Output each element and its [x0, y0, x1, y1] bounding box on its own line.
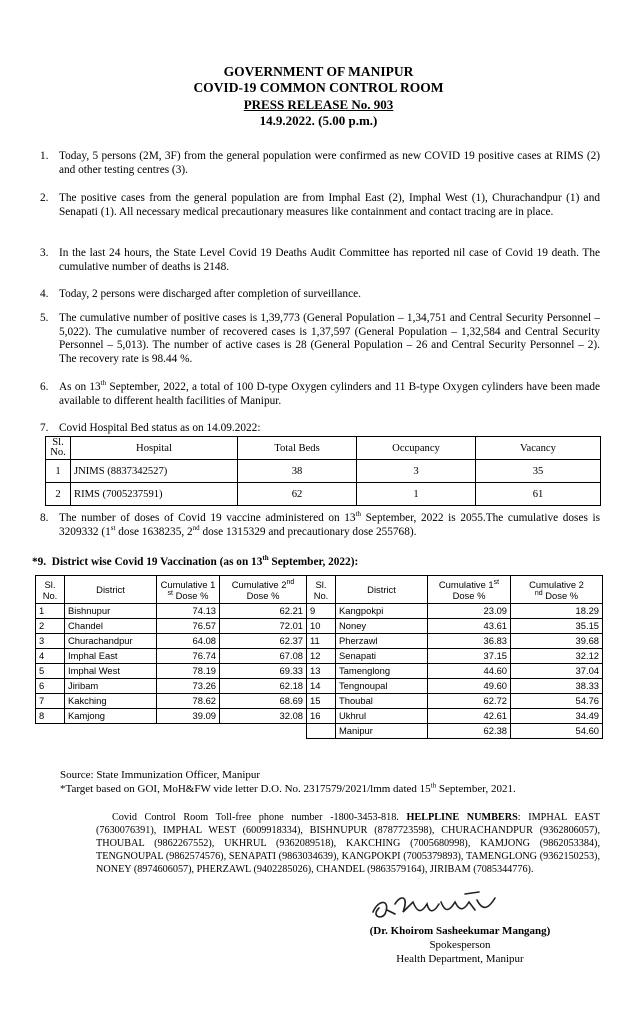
cell: Kakching — [65, 694, 157, 709]
cell: 32.12 — [511, 649, 603, 664]
cell: JNIMS (8837342527) — [71, 460, 238, 483]
cell: 1 — [357, 483, 476, 506]
cell: 8 — [36, 709, 65, 724]
column-header: Cumulative 1 $^{st}$ Dose % — [157, 576, 220, 604]
column-header: Cumulative 1st Dose % — [428, 576, 511, 604]
cell: 74.13 — [157, 604, 220, 619]
point-6 — [40, 381, 600, 408]
hospital-bed-table — [45, 436, 601, 506]
cell: 12 — [307, 649, 336, 664]
cell: 62.37 — [220, 634, 307, 649]
cell: 44.60 — [428, 664, 511, 679]
cell: Jiribam — [65, 679, 157, 694]
cell: 76.57 — [157, 619, 220, 634]
point-8 — [40, 512, 600, 539]
point-3 — [40, 247, 600, 274]
column-header: Hospital — [71, 437, 238, 460]
signatory-role: Spokesperson — [429, 939, 491, 951]
cell: 1 — [36, 604, 65, 619]
cell: 39.09 — [157, 709, 220, 724]
cell: 37.15 — [428, 649, 511, 664]
table-row — [46, 483, 601, 506]
target-note: *Target based on GOI, MoH&FW vide letter D.O. No. 2317579/2021/lmm dated 15th September, 2021. — [60, 781, 516, 795]
cell: 73.26 — [157, 679, 220, 694]
cell: 38 — [238, 460, 357, 483]
header-date: 14.9.2022. (5.00 p.m.) — [259, 113, 378, 128]
cell: 39.68 — [511, 634, 603, 649]
cell: 6 — [36, 679, 65, 694]
cell: 42.61 — [428, 709, 511, 724]
cell: Bishnupur — [65, 604, 157, 619]
point-number: 2. — [40, 192, 49, 204]
cell: 34.49 — [511, 709, 603, 724]
point-number: 1. — [40, 150, 49, 162]
cell: Imphal West — [65, 664, 157, 679]
cell: 76.74 — [157, 649, 220, 664]
empty-cell — [36, 724, 307, 739]
cell: 1 — [46, 460, 71, 483]
point-text: In the last 24 hours, the State Level Covid 19 Deaths Audit Committee has reported nil case of Covid 19 death. The cumulative number of deaths is 2148. — [59, 247, 600, 273]
header-press-release: PRESS RELEASE No. 903 — [243, 97, 394, 112]
cell: 18.29 — [511, 604, 603, 619]
cell: 43.61 — [428, 619, 511, 634]
cell: Churachandpur — [65, 634, 157, 649]
cell: 38.33 — [511, 679, 603, 694]
column-header: Sl. No. — [307, 576, 336, 604]
cell: 37.04 — [511, 664, 603, 679]
table-row — [36, 679, 603, 694]
cell: 15 — [307, 694, 336, 709]
signatory-name: (Dr. Khoirom Sasheekumar Mangang) — [369, 925, 551, 937]
point-text: Covid Hospital Bed status as on 14.09.2022: — [59, 422, 261, 434]
column-header: Cumulative 2 $^{nd}$ Dose % — [511, 576, 603, 604]
cell: 23.09 — [428, 604, 511, 619]
source-note: Source: State Immunization Officer, Manipur — [60, 769, 261, 781]
point-2 — [40, 192, 600, 219]
cell: 69.33 — [220, 664, 307, 679]
cell: 62.21 — [220, 604, 307, 619]
cell: 61 — [476, 483, 601, 506]
point-5 — [40, 312, 600, 366]
cell: 49.60 — [428, 679, 511, 694]
point-number: 6. — [40, 381, 49, 393]
point-text: Today, 2 persons were discharged after completion of surveillance. — [59, 288, 361, 300]
vaccination-table — [35, 575, 603, 739]
cell: 10 — [307, 619, 336, 634]
point-4 — [40, 288, 600, 302]
table-header-row — [46, 437, 601, 460]
table-header-row — [36, 576, 603, 604]
column-header: Sl. No. — [36, 576, 65, 604]
cell: Manipur — [336, 724, 428, 739]
header-government: GOVERNMENT OF MANIPUR — [223, 64, 414, 79]
cell: 2 — [36, 619, 65, 634]
cell: 13 — [307, 664, 336, 679]
cell: 62.72 — [428, 694, 511, 709]
table-row — [36, 694, 603, 709]
cell: 32.08 — [220, 709, 307, 724]
cell: Tamenglong — [336, 664, 428, 679]
cell: Kamjong — [65, 709, 157, 724]
table-row — [36, 619, 603, 634]
column-header: Occupancy — [357, 437, 476, 460]
point-7 — [40, 422, 600, 436]
header-control-room: COVID-19 COMMON CONTROL ROOM — [193, 80, 444, 95]
cell: 78.62 — [157, 694, 220, 709]
cell: 11 — [307, 634, 336, 649]
cell: 14 — [307, 679, 336, 694]
cell: 2 — [46, 483, 71, 506]
cell — [307, 724, 336, 739]
table-row-total — [36, 724, 603, 739]
cell: 35 — [476, 460, 601, 483]
cell: Chandel — [65, 619, 157, 634]
point-number: 8. — [40, 512, 49, 524]
point-text: The cumulative number of positive cases is 1,39,773 (General Population – 1,34,751 and Central Security Personnel – 5,022). The cumulative number of recovered cases is 1,37,597 (General Population – 1,32,584 and Central Security Personnel – 5,013). The number of active cases is 28 (General Population – 26 and Central Security Personnel – 2). The recovery rate is 98.44 %. — [59, 312, 600, 365]
cell: 5 — [36, 664, 65, 679]
cell: 67.08 — [220, 649, 307, 664]
cell: 7 — [36, 694, 65, 709]
cell: 62.38 — [428, 724, 511, 739]
cell: 54.60 — [511, 724, 603, 739]
point-1 — [40, 150, 600, 177]
cell: 62.18 — [220, 679, 307, 694]
cell: 16 — [307, 709, 336, 724]
column-header: District — [65, 576, 157, 604]
point-text: Today, 5 persons (2M, 3F) from the general population were confirmed as new COVID 19 positive cases at RIMS (2) and other testing centres (3). — [59, 150, 600, 176]
cell: 35.15 — [511, 619, 603, 634]
cell: Pherzawl — [336, 634, 428, 649]
signature-image — [365, 890, 525, 926]
signatory-department: Health Department, Manipur — [396, 953, 524, 965]
cell: 54.76 — [511, 694, 603, 709]
cell: 68.69 — [220, 694, 307, 709]
point-number: 3. — [40, 247, 49, 259]
cell: Senapati — [336, 649, 428, 664]
cell: Noney — [336, 619, 428, 634]
table-row — [36, 709, 603, 724]
cell: 3 — [36, 634, 65, 649]
point-number: 4. — [40, 288, 49, 300]
cell: 36.83 — [428, 634, 511, 649]
helpline-footer: Covid Control Room Toll-free phone number -1800-3453-818. HELPLINE NUMBERS: IMPHAL EAST (7630076391), IMPHAL WEST (6009918334), BISHNUPUR (8787723598), CHURACHANDPUR (9362806057), THOUBAL (9862267552), UKHRUL (9362089518), KAKCHING (7005680998), KAMJONG (9862053384), TENGNOUPAL (9862574576), SENAPATI (9863034639), KANGPOKPI (7005379893), TAMENGLONG (9362150253), NONEY (8974606057), PHERZAWL (9402285026), CHANDEL (9863579164), JIRIBAM (7085344776). — [96, 812, 600, 875]
table-row — [36, 604, 603, 619]
cell: 4 — [36, 649, 65, 664]
column-header: District — [336, 576, 428, 604]
cell: Kangpokpi — [336, 604, 428, 619]
point-text: As on 13th September, 2022, a total of 100 D-type Oxygen cylinders and 11 B-type Oxygen cylinders have been made available to different health facilities of Manipur. — [59, 379, 600, 407]
cell: 72.01 — [220, 619, 307, 634]
column-header: Vacancy — [476, 437, 601, 460]
table-row — [36, 634, 603, 649]
section-9-title: *9. District wise Covid 19 Vaccination (as on 13th September, 2022): — [32, 554, 359, 568]
point-text: The positive cases from the general population are from Imphal East (2), Imphal West (1), Churachandpur (1) and Senapati (1). All necessary medical precautionary measures like containment and contact tracing are in place. — [59, 192, 600, 218]
cell: Ukhrul — [336, 709, 428, 724]
table-row — [36, 664, 603, 679]
column-header: Sl. No. — [46, 437, 71, 460]
table-row — [36, 649, 603, 664]
cell: Tengnoupal — [336, 679, 428, 694]
column-header: Total Beds — [238, 437, 357, 460]
point-number: 5. — [40, 312, 49, 324]
cell: RIMS (7005237591) — [71, 483, 238, 506]
cell: 78.19 — [157, 664, 220, 679]
cell: 9 — [307, 604, 336, 619]
cell: Imphal East — [65, 649, 157, 664]
column-header: Cumulative 2nd Dose % — [220, 576, 307, 604]
point-text: The number of doses of Covid 19 vaccine administered on 13th September, 2022 is 2055.The cumulative doses is 3209332 (1st dose 1638235, 2nd dose 1315329 and precautionary dose 255768). — [59, 510, 601, 538]
cell: Thoubal — [336, 694, 428, 709]
point-number: 7. — [40, 422, 49, 434]
table-row — [46, 460, 601, 483]
cell: 62 — [238, 483, 357, 506]
cell: 64.08 — [157, 634, 220, 649]
cell: 3 — [357, 460, 476, 483]
